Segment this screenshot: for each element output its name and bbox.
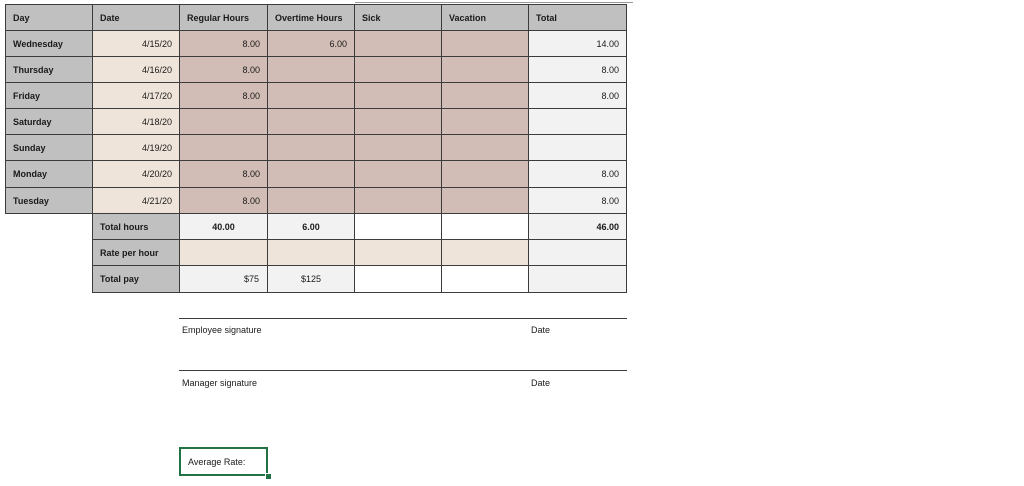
total-cell[interactable]: 8.00 — [528, 82, 627, 109]
date-cell[interactable]: 4/15/20 — [92, 30, 180, 57]
rate-sick-cell[interactable] — [354, 239, 442, 266]
manager-date-label[interactable]: Date — [531, 378, 551, 388]
header-day[interactable]: Day — [5, 4, 93, 31]
day-cell[interactable]: Friday — [5, 82, 93, 109]
regular-hours-cell[interactable]: 8.00 — [179, 187, 268, 214]
vacation-cell[interactable] — [441, 108, 529, 135]
header-sick[interactable]: Sick — [354, 4, 442, 31]
total-cell[interactable]: 8.00 — [528, 160, 627, 188]
day-cell[interactable]: Wednesday — [5, 30, 93, 57]
date-cell[interactable]: 4/21/20 — [92, 187, 180, 214]
total-pay-grand[interactable] — [528, 265, 627, 293]
total-overtime-hours[interactable]: 6.00 — [267, 213, 355, 240]
total-vacation-hours[interactable] — [441, 213, 529, 240]
partial-border-line — [355, 0, 633, 3]
average-rate-cell[interactable]: Average Rate: — [179, 447, 268, 476]
day-cell[interactable]: Saturday — [5, 108, 93, 135]
header-vacation[interactable]: Vacation — [441, 4, 529, 31]
grand-total-hours[interactable]: 46.00 — [528, 213, 627, 240]
rate-total-cell[interactable] — [528, 239, 627, 266]
sick-cell[interactable] — [354, 56, 442, 83]
header-regular-hours[interactable]: Regular Hours — [179, 4, 268, 31]
overtime-hours-cell[interactable] — [267, 160, 355, 188]
vacation-cell[interactable] — [441, 134, 529, 161]
header-date[interactable]: Date — [92, 4, 180, 31]
sick-cell[interactable] — [354, 82, 442, 109]
total-pay-label[interactable]: Total pay — [92, 265, 180, 293]
vacation-cell[interactable] — [441, 30, 529, 57]
manager-signature-label[interactable]: Manager signature — [182, 378, 258, 388]
total-regular-hours[interactable]: 40.00 — [179, 213, 268, 240]
overtime-hours-cell[interactable] — [267, 108, 355, 135]
vacation-cell[interactable] — [441, 82, 529, 109]
overtime-hours-cell[interactable] — [267, 56, 355, 83]
rate-regular-cell[interactable] — [179, 239, 268, 266]
total-hours-label[interactable]: Total hours — [92, 213, 180, 240]
day-cell[interactable]: Sunday — [5, 134, 93, 161]
date-cell[interactable]: 4/20/20 — [92, 160, 180, 188]
date-cell[interactable]: 4/17/20 — [92, 82, 180, 109]
sick-cell[interactable] — [354, 108, 442, 135]
header-overtime-hours[interactable]: Overtime Hours — [267, 4, 355, 31]
regular-hours-cell[interactable]: 8.00 — [179, 30, 268, 57]
employee-date-label[interactable]: Date — [531, 325, 551, 335]
total-pay-regular[interactable]: $75 — [179, 265, 268, 293]
total-cell[interactable]: 8.00 — [528, 187, 627, 214]
sick-cell[interactable] — [354, 160, 442, 188]
date-cell[interactable]: 4/19/20 — [92, 134, 180, 161]
day-cell[interactable]: Tuesday — [5, 187, 93, 214]
overtime-hours-cell[interactable]: 6.00 — [267, 30, 355, 57]
date-cell[interactable]: 4/16/20 — [92, 56, 180, 83]
manager-signature-line — [179, 370, 627, 371]
total-cell[interactable]: 14.00 — [528, 30, 627, 57]
day-cell[interactable]: Thursday — [5, 56, 93, 83]
rate-overtime-cell[interactable] — [267, 239, 355, 266]
total-pay-sick[interactable] — [354, 265, 442, 293]
total-pay-vacation[interactable] — [441, 265, 529, 293]
day-cell[interactable]: Monday — [5, 160, 93, 188]
rate-vacation-cell[interactable] — [441, 239, 529, 266]
total-pay-overtime[interactable]: $125 — [267, 265, 355, 293]
total-cell[interactable]: 8.00 — [528, 56, 627, 83]
vacation-cell[interactable] — [441, 160, 529, 188]
regular-hours-cell[interactable] — [179, 108, 268, 135]
overtime-hours-cell[interactable] — [267, 134, 355, 161]
total-cell[interactable] — [528, 134, 627, 161]
regular-hours-cell[interactable] — [179, 134, 268, 161]
total-cell[interactable] — [528, 108, 627, 135]
fill-handle[interactable] — [265, 473, 272, 480]
sick-cell[interactable] — [354, 30, 442, 57]
employee-signature-line — [179, 318, 627, 319]
sick-cell[interactable] — [354, 134, 442, 161]
sick-cell[interactable] — [354, 187, 442, 214]
regular-hours-cell[interactable]: 8.00 — [179, 160, 268, 188]
overtime-hours-cell[interactable] — [267, 82, 355, 109]
rate-per-hour-label[interactable]: Rate per hour — [92, 239, 180, 266]
total-sick-hours[interactable] — [354, 213, 442, 240]
header-total[interactable]: Total — [528, 4, 627, 31]
regular-hours-cell[interactable]: 8.00 — [179, 82, 268, 109]
date-cell[interactable]: 4/18/20 — [92, 108, 180, 135]
overtime-hours-cell[interactable] — [267, 187, 355, 214]
regular-hours-cell[interactable]: 8.00 — [179, 56, 268, 83]
vacation-cell[interactable] — [441, 56, 529, 83]
employee-signature-label[interactable]: Employee signature — [182, 325, 262, 335]
vacation-cell[interactable] — [441, 187, 529, 214]
